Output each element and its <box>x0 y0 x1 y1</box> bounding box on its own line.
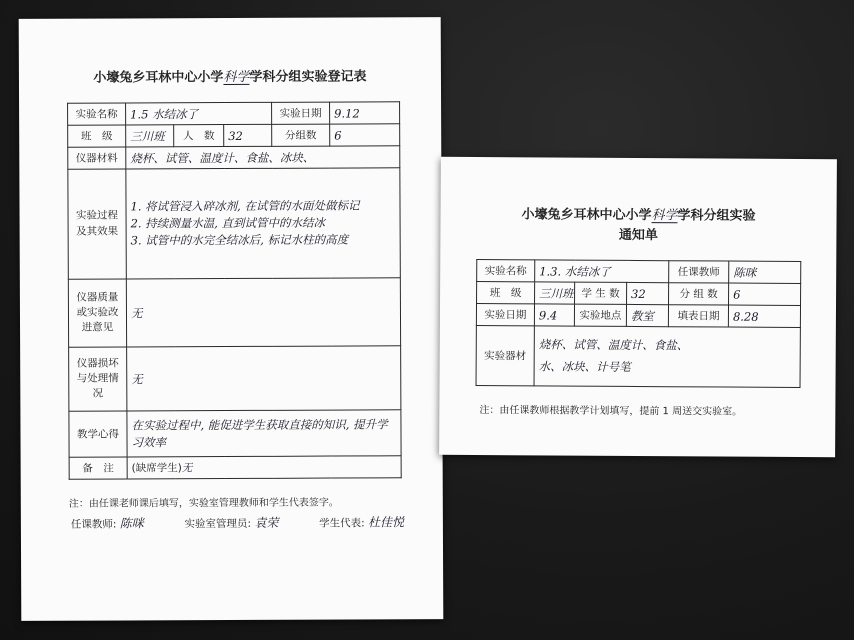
label-equipment: 仪器材料 <box>68 147 126 169</box>
notif-value-student-count: 32 <box>627 282 669 304</box>
value-experiment-date: 9.12 <box>330 102 400 124</box>
title-prefix: 小壕兔乡耳林中心小学 <box>93 70 224 86</box>
notif-label-student-count: 学 生 数 <box>575 282 627 304</box>
title-suffix: 学科分组实验登记表 <box>249 69 367 85</box>
notif-value-experiment-name: 1.3. 水结冰了 <box>535 260 669 283</box>
value-groups: 6 <box>330 124 400 146</box>
notification-title-line1 <box>440 205 836 227</box>
notif-label-class: 班 级 <box>477 282 535 304</box>
value-equipment: 烧杯、试管、温度计、食盐、冰块、 <box>126 146 400 169</box>
remarks-printed: (缺席学生) <box>131 462 182 475</box>
notification-form-title <box>440 205 836 247</box>
equipment-line: 水、冰块、计号笔 <box>538 358 631 374</box>
notification-title-subject-handwritten: 科学 <box>651 208 678 224</box>
value-reflection: 在实验过程中, 能促进学生获取直接的知识, 提升学习效率 <box>127 410 401 457</box>
label-experiment-name: 实验名称 <box>68 103 126 125</box>
notification-title-line2: 通知单 <box>618 227 658 244</box>
notif-value-teacher: 陈咪 <box>729 261 801 283</box>
label-class: 班 级 <box>68 125 126 147</box>
label-damage: 仪器损坏与处理情况 <box>69 347 127 411</box>
notif-value-fill-date: 8.28 <box>728 305 800 327</box>
student-signature-label: 学生代表: <box>319 517 365 530</box>
value-remarks <box>127 456 401 479</box>
lab-manager-signature: 袁荣 <box>254 515 279 530</box>
signature-row <box>71 513 404 531</box>
value-class: 三川班 <box>126 125 174 147</box>
notif-label-teacher: 任课教师 <box>669 261 729 283</box>
teacher-signature-label: 任课教师: <box>70 518 117 531</box>
notif-label-location: 实验地点 <box>574 304 626 326</box>
label-remarks: 备 注 <box>69 457 127 479</box>
label-experiment-date: 实验日期 <box>272 102 330 124</box>
registration-form-sheet <box>19 17 444 621</box>
teacher-signature: 陈咪 <box>119 516 144 531</box>
value-quality: 无 <box>126 278 400 347</box>
process-step: 3. 试管中的水完全结冰后, 标记水柱的高度 <box>130 232 349 248</box>
notification-note: 注：由任课教师根据教学计划填写，提前 1 周送交实验室。 <box>479 405 743 418</box>
label-reflection: 教学心得 <box>69 411 127 457</box>
notification-table <box>476 259 802 388</box>
notification-title-prefix: 小壕兔乡耳林中心小学 <box>521 207 652 224</box>
notif-value-equipment <box>534 326 800 388</box>
value-experiment-name: 1.5 水结冰了 <box>126 102 272 125</box>
remarks-handwritten: 无 <box>181 462 193 475</box>
value-damage: 无 <box>127 346 401 411</box>
label-quality: 仪器质量或实验改进意见 <box>68 279 126 347</box>
notification-form-sheet <box>439 157 837 457</box>
notif-label-experiment-date: 实验日期 <box>476 304 534 326</box>
value-process <box>126 168 401 279</box>
label-groups: 分组数 <box>272 124 330 146</box>
registration-note: 注：由任课老师课后填写，实验室管理教师和学生代表签字。 <box>68 497 339 510</box>
notif-value-class: 三川班 <box>535 282 575 304</box>
registration-form-title <box>19 65 441 86</box>
student-signature: 杜佳悦 <box>367 515 405 530</box>
notif-label-equipment: 实验器材 <box>476 326 534 386</box>
notif-value-location: 教室 <box>626 304 668 326</box>
label-process: 实验过程及其效果 <box>68 169 126 279</box>
notif-value-experiment-date: 9.4 <box>534 304 574 326</box>
notif-label-fill-date: 填表日期 <box>668 305 728 327</box>
process-step: 2. 持续测量水温, 直到试管中的水结冰 <box>130 215 326 231</box>
notification-title-suffix: 学科分组实验 <box>677 208 756 224</box>
notif-label-experiment-name: 实验名称 <box>477 260 535 282</box>
notif-value-groups: 6 <box>729 283 801 305</box>
registration-table <box>67 101 402 479</box>
notif-label-groups: 分 组 数 <box>669 283 729 305</box>
value-headcount: 32 <box>224 124 272 146</box>
lab-manager-signature-label: 实验室管理员: <box>184 517 252 531</box>
equipment-line: 烧杯、试管、温度计、食盐、 <box>538 337 689 352</box>
title-subject-handwritten: 科学 <box>223 69 250 86</box>
process-step: 1. 将试管浸入碎冰剂, 在试管的水面处做标记 <box>130 198 360 214</box>
label-headcount: 人 数 <box>174 125 224 147</box>
